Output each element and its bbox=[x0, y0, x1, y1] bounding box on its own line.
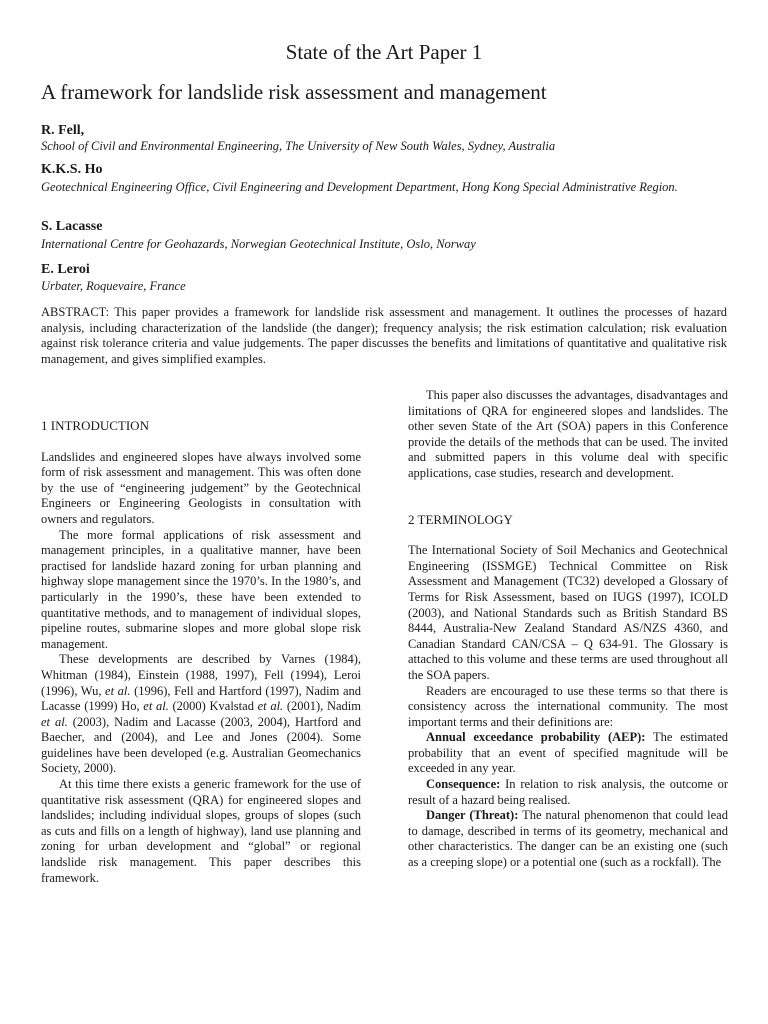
citation-et-al: et al. bbox=[41, 714, 68, 729]
author-affiliation: International Centre for Geohazards, Norwegian Geotechnical Institute, Oslo, Norway bbox=[41, 237, 476, 251]
definition-text: The estimated probability that an event of specified magnitude will be exceeded in any year. bbox=[408, 730, 728, 776]
citation-et-al: et al. bbox=[257, 699, 284, 714]
paper-series-title: State of the Art Paper 1 bbox=[285, 40, 483, 64]
right-column bbox=[408, 388, 728, 871]
author-affiliation: School of Civil and Environmental Engineering, The University of New South Wales, Sydney, Australia bbox=[41, 139, 556, 153]
text-run: (1996), Fell and Hartford (1997), Nadim and Lacasse (1999) Ho, bbox=[41, 683, 362, 714]
text-run: (2003), Nadim and Lacasse (2003, 2004), Hartford and Baecher, and (2004), and Lee and Jones (2004). Some guidelines have been developed (e.g. Australian Geomechanics Society, 2000). bbox=[41, 714, 361, 776]
definition-text: In relation to risk analysis, the outcome or result of a hazard being realised. bbox=[408, 777, 728, 807]
author-affiliation: Urbater, Roquevaire, France bbox=[41, 279, 186, 293]
paragraph: Landslides and engineered slopes have always involved some form of risk assessment and management. This was often done by the use of “engineering judgement” by the Geotechnical Engineers or Engineering Geologists in consultation with owners and regulators. bbox=[41, 449, 361, 526]
text-run: (2000) Kvalstad bbox=[168, 699, 258, 714]
definition-term: Annual exceedance probability (AEP): bbox=[426, 730, 646, 745]
definition-danger bbox=[408, 808, 728, 870]
paragraph: Readers are encouraged to use these terms so that there is consistency across the international community. The most important terms and their definitions are: bbox=[408, 683, 728, 729]
paragraph-citations bbox=[41, 652, 361, 777]
author-name: S. Lacasse bbox=[41, 219, 103, 234]
text-run: (2001), Nadim bbox=[283, 699, 361, 714]
definition-aep bbox=[408, 730, 728, 777]
definition-term: Consequence: bbox=[426, 777, 501, 792]
author-name: R. Fell, bbox=[41, 123, 85, 138]
definition-term: Danger (Threat): bbox=[426, 808, 519, 823]
section-heading-terminology: 2 TERMINOLOGY bbox=[408, 511, 513, 527]
paragraph: The International Society of Soil Mechanics and Geotechnical Engineering (ISSMGE) Technical Committee on Risk Assessment and Management (TC32) developed a Glossary of Terms for Risk Assessment, based on IUGS (1997), ICOLD (2003), and National Standards such as British Standard BS 8444, Australia-New Zealand Standard AS/NZS 4360, and Canadian Standard CAN/CSA – Q 634-91. The Glossary is attached to this volume and these terms are used throughout all the SOA papers. bbox=[408, 543, 728, 682]
author-name: E. Leroi bbox=[41, 262, 90, 277]
paragraph: The more formal applications of risk assessment and management principles, in a qualitative manner, have been practised for landslide hazard zoning for urban planning and highway slope management since the 1970’s. In the 1980’s, and particularly in the 1990’s, these have been extended to quantitative methods, and to management of individual slopes, pipeline routes, submarine slopes and more global slope risk management. bbox=[41, 527, 361, 651]
definition-text: The natural phenomenon that could lead to damage, described in terms of its geometry, mechanical and other characteristics. The danger can be an existing one (such as a creeping slope) or a potential one (such as a rockfall). The bbox=[408, 808, 728, 870]
definition-consequence bbox=[408, 777, 728, 808]
citation-et-al: et al. bbox=[143, 699, 169, 714]
author-name: K.K.S. Ho bbox=[41, 162, 103, 177]
text-run: These developments are described by Varnes (1984), Whitman (1984), Einstein (1988, 1997), Fell (1994), Leroi (1996), Wu, bbox=[41, 652, 361, 698]
section-heading-introduction: 1 INTRODUCTION bbox=[41, 418, 149, 433]
citation-et-al: et al. bbox=[105, 683, 131, 698]
paragraph: At this time there exists a generic framework for the use of quantitative risk assessment (QRA) for engineered slopes and landslides; including individual slopes, groups of slopes (such as cuts and fills on a length of highway), land use planning and zoning for urban development and “global” or regional landslide risk management. This paper describes this framework. bbox=[41, 777, 361, 885]
paragraph: This paper also discusses the advantages, disadvantages and limitations of QRA for engineered slopes and landslides. The other seven State of the Art (SOA) papers in this Conference provide the details of the methods that can be used. The invited and submitted papers in this volume deal with specific applications, case studies, research and development. bbox=[408, 388, 728, 480]
paper-title: A framework for landslide risk assessment and management bbox=[41, 80, 547, 104]
author-affiliation: Geotechnical Engineering Office, Civil Engineering and Development Department, Hong Kong Special Administrative Region. bbox=[41, 180, 678, 194]
abstract: ABSTRACT: This paper provides a framework for landslide risk assessment and management. It outlines the processes of hazard analysis, including characterization of the landslide (the danger); frequency analysis; the risk estimation calculation; risk evaluation against risk tolerance criteria and value judgements. The paper discusses the benefits and limitations of quantitative and qualitative risk management, and gives simplified examples. bbox=[41, 305, 727, 366]
left-column bbox=[41, 418, 361, 886]
